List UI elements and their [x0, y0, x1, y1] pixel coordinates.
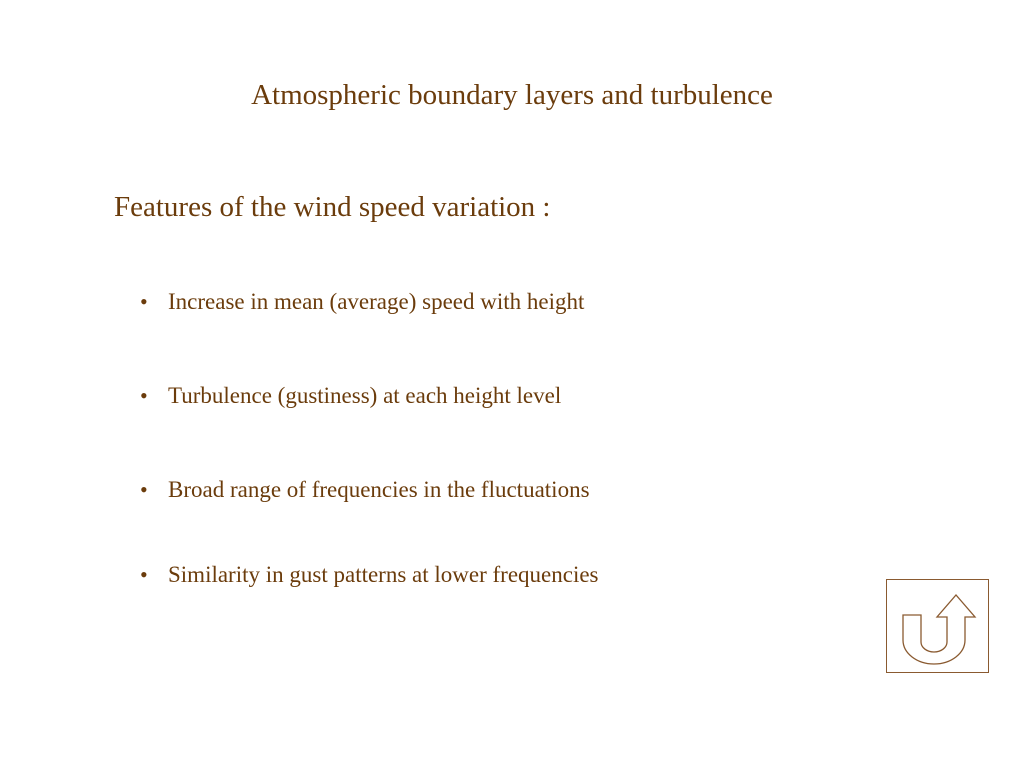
u-turn-arrow-icon — [887, 580, 990, 674]
bullet-text: Turbulence (gustiness) at each height level — [168, 383, 562, 408]
bullet-item — [140, 475, 590, 505]
bullet-marker: • — [140, 289, 148, 314]
bullet-marker: • — [140, 477, 148, 502]
return-button[interactable] — [886, 579, 989, 673]
bullet-item — [140, 381, 561, 411]
section-heading: Features of the wind speed variation : — [114, 191, 551, 223]
bullet-item — [140, 287, 584, 317]
bullet-text: Broad range of frequencies in the fluctuations — [168, 477, 590, 502]
bullet-item — [140, 560, 599, 590]
slide-title: Atmospheric boundary layers and turbulence — [251, 79, 773, 111]
bullet-text: Increase in mean (average) speed with height — [168, 289, 585, 314]
bullet-marker: • — [140, 383, 148, 408]
bullet-marker: • — [140, 562, 148, 587]
bullet-text: Similarity in gust patterns at lower frequencies — [168, 562, 599, 587]
